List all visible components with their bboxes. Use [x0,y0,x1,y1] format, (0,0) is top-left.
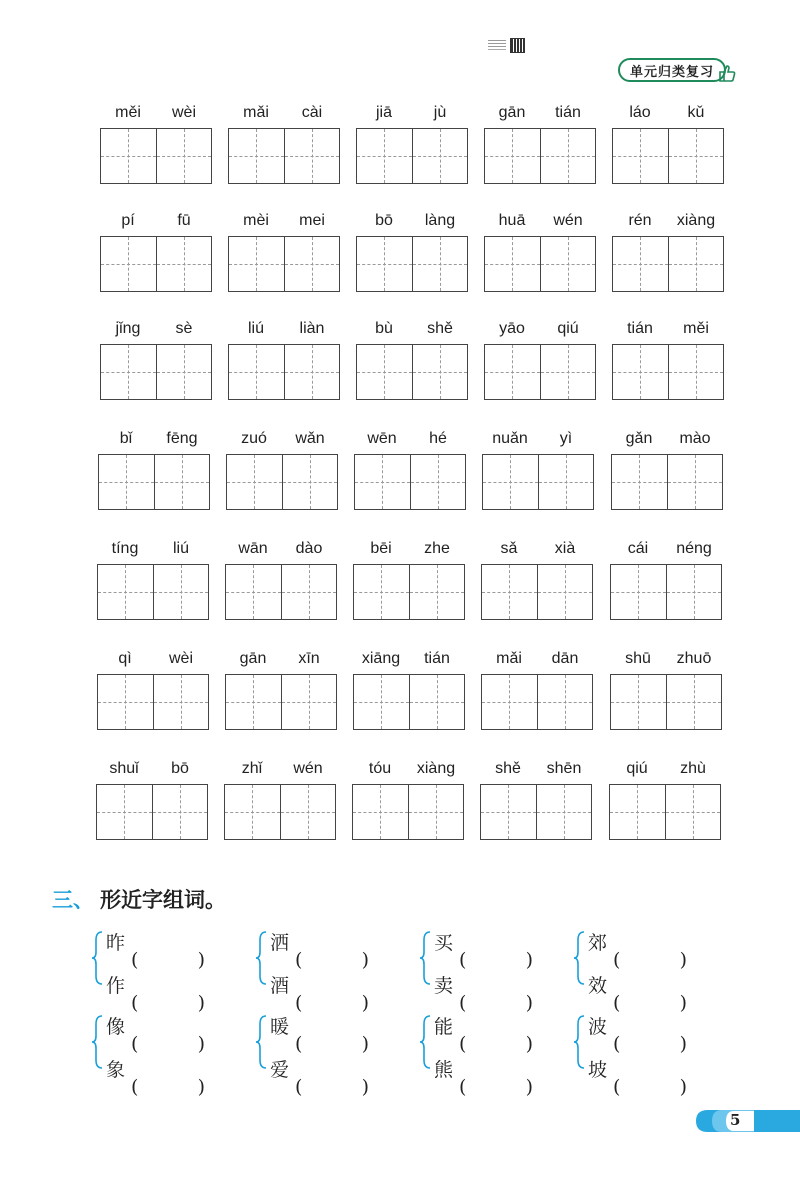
writing-boxes[interactable] [225,674,337,730]
pinyin-label: jù [433,104,447,121]
word-group [356,320,468,400]
char: 能 [434,1016,454,1038]
writing-boxes[interactable] [610,674,722,730]
pinyin-label: tóu [368,760,392,777]
pinyin-label: zhe [424,540,450,557]
grid-row [0,540,800,620]
word-group [610,650,722,730]
writing-boxes[interactable] [611,454,723,510]
section-title-text: 形近字组词。 [100,889,226,912]
pinyin-label: mei [299,212,325,229]
pinyin-label: qiú [557,320,579,337]
pinyin-label: dào [295,540,323,557]
char-pair [574,1012,734,1081]
unit-review-tag: 单元归类复习 [618,58,726,82]
pinyin-label: sè [175,320,193,337]
pinyin-label: huā [498,212,526,229]
pinyin-label: jǐng [115,320,141,337]
brace-icon [256,930,268,986]
writing-boxes[interactable] [353,674,465,730]
word-group [100,104,212,184]
char: 坡 [588,1059,608,1081]
brace-icon [574,930,586,986]
word-group [612,320,724,400]
word-group [225,540,337,620]
word-group [226,430,338,510]
brace-icon [256,1014,268,1070]
pinyin-label: tián [555,104,581,121]
writing-boxes[interactable] [100,344,212,400]
pinyin-label: měi [683,320,709,337]
pinyin-label: sǎ [500,540,518,557]
word-group [484,320,596,400]
writing-boxes[interactable] [226,454,338,510]
pinyin-label: qì [118,650,132,667]
writing-boxes[interactable] [484,344,596,400]
word-group [224,760,336,840]
word-group [98,430,210,510]
pinyin-label: làng [424,212,456,229]
pinyin-label: bō [171,760,189,777]
pinyin-label: nuǎn [492,430,528,447]
pinyin-label: wān [238,540,268,557]
char: 熊 [434,1059,454,1081]
writing-boxes[interactable] [100,128,212,184]
pinyin-label: tián [627,320,653,337]
pinyin-label: wèi [171,104,196,121]
pinyin-label: hé [429,430,447,447]
pinyin-label: shě [495,760,521,777]
pinyin-label: fēng [166,430,198,447]
writing-boxes[interactable] [228,128,340,184]
char: 效 [588,975,608,997]
pinyin-label: bù [375,320,393,337]
pinyin-label: yāo [499,320,525,337]
pinyin-label: qiú [626,760,648,777]
char: 卖 [434,975,454,997]
writing-boxes[interactable] [481,674,593,730]
pinyin-label: liàn [299,320,325,337]
writing-boxes[interactable] [98,454,210,510]
grid-row [0,104,800,184]
pinyin-label: tián [424,650,450,667]
writing-boxes[interactable] [480,784,592,840]
writing-boxes[interactable] [97,674,209,730]
writing-boxes[interactable] [96,784,208,840]
writing-boxes[interactable] [228,236,340,292]
char-pair [92,928,252,997]
word-group [97,540,209,620]
word-group [353,650,465,730]
thumbs-up-icon [716,62,738,84]
grid-row [0,212,800,292]
brace-icon [420,1014,432,1070]
pinyin-label: měi [115,104,141,121]
writing-boxes[interactable] [224,784,336,840]
pinyin-label: wǎn [295,430,325,447]
writing-boxes[interactable] [481,564,593,620]
pinyin-label: fū [177,212,191,229]
writing-boxes[interactable] [612,236,724,292]
word-group [225,650,337,730]
word-group [484,212,596,292]
char-pair [256,1012,416,1081]
pinyin-label: shū [625,650,651,667]
pinyin-label: xià [554,540,576,557]
word-group [354,430,466,510]
writing-boxes[interactable] [352,784,464,840]
pinyin-label: shuǐ [109,760,139,777]
grid-row [0,320,800,400]
pinyin-label: gān [239,650,267,667]
word-group [100,320,212,400]
char-pair [256,928,416,997]
section-title [52,884,226,914]
pinyin-label: jiā [375,104,392,121]
qr-code [488,38,524,54]
pinyin-label: yì [559,430,573,447]
word-group [484,104,596,184]
grid-row [0,650,800,730]
pinyin-label: shēn [546,760,582,777]
word-group [100,212,212,292]
word-group [353,540,465,620]
writing-boxes[interactable] [228,344,340,400]
brace-icon [92,1014,104,1070]
pinyin-label: néng [676,540,712,557]
char: 洒 [270,932,290,954]
pinyin-label: liú [172,540,189,557]
writing-boxes[interactable] [356,128,468,184]
writing-boxes[interactable] [610,564,722,620]
char: 暖 [270,1016,290,1038]
word-group [480,760,592,840]
pinyin-label: wèi [168,650,193,667]
char: 波 [588,1016,608,1038]
brace-icon [420,930,432,986]
pinyin-label: pí [121,212,135,229]
pinyin-label: láo [629,104,651,121]
pinyin-label: xiāng [361,650,401,667]
grid-row [0,430,800,510]
brace-icon [574,1014,586,1070]
char-pair [574,928,734,997]
word-group [481,540,593,620]
word-group [481,650,593,730]
char: 买 [434,932,454,954]
writing-boxes[interactable] [354,454,466,510]
pinyin-label: xiàng [416,760,456,777]
pinyin-label: rén [628,212,652,229]
section-number: 三、 [52,889,94,912]
page-number: 5 [730,1111,741,1129]
pinyin-label: shě [427,320,453,337]
pinyin-label: zhǐ [241,760,263,777]
writing-boxes[interactable] [484,128,596,184]
pinyin-label: liú [247,320,264,337]
word-group [482,430,594,510]
pinyin-label: wēn [367,430,397,447]
pinyin-label: mèi [243,212,269,229]
writing-boxes[interactable] [356,344,468,400]
char-pair [92,1012,252,1081]
pinyin-label: zhuō [676,650,712,667]
pinyin-label: mǎi [496,650,522,667]
char: 酒 [270,975,290,997]
pinyin-label: tíng [111,540,139,557]
writing-boxes[interactable] [609,784,721,840]
pinyin-label: mǎi [243,104,269,121]
word-group [97,650,209,730]
char: 作 [106,975,126,997]
char: 像 [106,1016,126,1038]
word-group [612,104,724,184]
pinyin-label: zhù [680,760,706,777]
pinyin-label: bǐ [119,430,133,447]
word-group [228,212,340,292]
pinyin-label: bō [375,212,393,229]
writing-boxes[interactable] [100,236,212,292]
writing-boxes[interactable] [612,344,724,400]
word-group [356,212,468,292]
writing-boxes[interactable] [225,564,337,620]
pinyin-label: xīn [298,650,320,667]
brace-icon [92,930,104,986]
pinyin-label: mào [679,430,711,447]
pinyin-label: bēi [370,540,392,557]
char: 昨 [106,932,126,954]
pinyin-label: cài [301,104,323,121]
writing-boxes[interactable] [484,236,596,292]
writing-boxes[interactable] [353,564,465,620]
char: 爱 [270,1059,290,1081]
word-group [228,320,340,400]
word-group [356,104,468,184]
page-tab-icon [694,1108,800,1134]
writing-boxes[interactable] [356,236,468,292]
pinyin-label: dān [551,650,579,667]
writing-boxes[interactable] [482,454,594,510]
pinyin-label: gān [498,104,526,121]
word-group [352,760,464,840]
word-group [228,104,340,184]
word-group [610,540,722,620]
word-group [96,760,208,840]
word-group [612,212,724,292]
word-group [609,760,721,840]
pinyin-label: wén [553,212,583,229]
pinyin-label: zuó [241,430,267,447]
writing-boxes[interactable] [97,564,209,620]
char: 象 [106,1059,126,1081]
pinyin-label: kǔ [687,104,705,121]
char-pair [420,928,580,997]
pinyin-label: gǎn [625,430,653,447]
grid-row [0,760,800,840]
pinyin-label: cái [627,540,649,557]
char: 郊 [588,932,608,954]
pinyin-label: wén [293,760,323,777]
pinyin-label: xiàng [676,212,716,229]
word-group [611,430,723,510]
writing-boxes[interactable] [612,128,724,184]
char-pair [420,1012,580,1081]
